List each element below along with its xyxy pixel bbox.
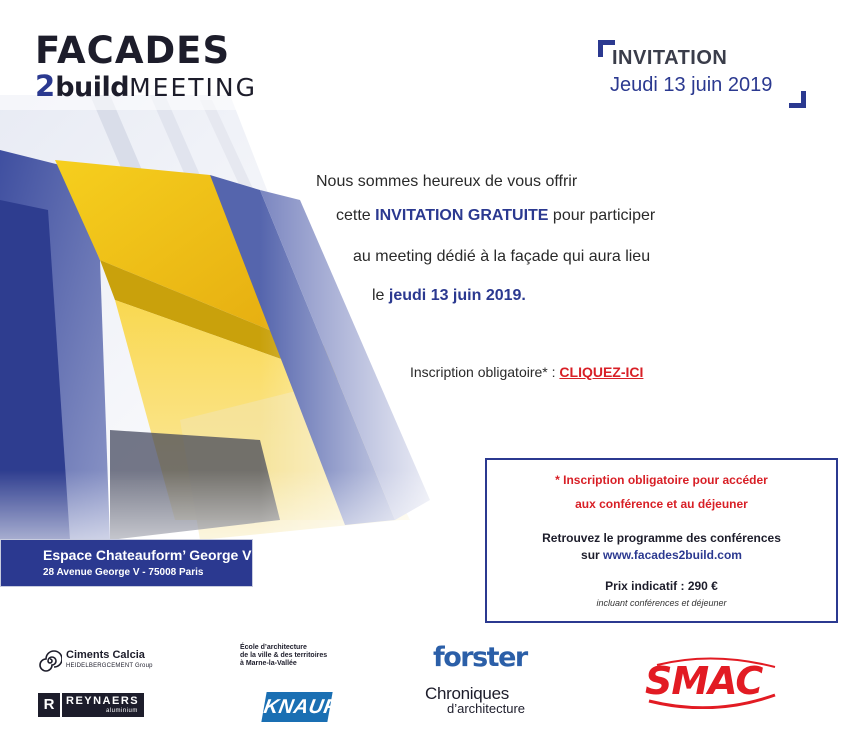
- info-box: [485, 458, 838, 623]
- reynaers-name: REYNAERS: [66, 695, 140, 707]
- ciments-sub: HEIDELBERGCEMENT Group: [66, 663, 153, 669]
- chroniques-line-1: Chroniques: [425, 684, 509, 703]
- invitation-badge: [598, 40, 806, 108]
- sponsor-knauf-logo: KNAUF: [261, 692, 332, 722]
- info-price: Prix indicatif : 290 €: [605, 579, 718, 593]
- info-required-line-1: * Inscription obligatoire pour accéder: [555, 473, 768, 487]
- smac-text: SMAC: [645, 659, 763, 703]
- ecole-line-2: de la ville & des territoires: [240, 652, 328, 659]
- sponsor-ciments-calcia-logo: [38, 647, 158, 679]
- sponsor-ecole-architecture-logo: [240, 644, 327, 668]
- ciments-name: Ciments Calcia: [66, 649, 145, 661]
- ecole-line-1: École d’architecture: [240, 644, 307, 651]
- message-line-4: le jeudi 13 juin 2019.: [372, 287, 526, 304]
- invitation-date: Jeudi 13 juin 2019: [610, 74, 773, 96]
- sponsor-chroniques-logo: [425, 684, 575, 720]
- spiral-icon: [38, 649, 62, 673]
- reynaers-letter: R: [38, 693, 60, 717]
- sponsor-reynaers-logo: [38, 693, 148, 719]
- register-link[interactable]: CLIQUEZ-ICI: [559, 364, 644, 380]
- info-program-line: Retrouvez le programme des conférences: [542, 531, 781, 545]
- ecole-line-3: à Marne-la-Vallée: [240, 660, 297, 667]
- venue-address: 28 Avenue George V - 75008 Paris: [43, 567, 204, 578]
- invitation-title: INVITATION: [612, 47, 728, 69]
- venue-name: Espace Chateauform’ George V: [43, 547, 252, 563]
- facades2build-logo: [35, 29, 257, 104]
- registration-line: Inscription obligatoire* : CLIQUEZ-ICI: [410, 364, 644, 380]
- corner-bracket-bottom-right: [789, 91, 806, 108]
- sponsor-smac-logo: [643, 655, 783, 709]
- reynaers-sub: aluminium: [106, 708, 138, 714]
- logo-line1: FACADES: [35, 29, 231, 72]
- venue-banner: [0, 539, 253, 587]
- message-line-1: Nous sommes heureux de vous offrir: [316, 173, 578, 190]
- website-link[interactable]: www.facades2build.com: [603, 548, 742, 562]
- logo-line2: 2buildMEETING: [35, 69, 257, 103]
- info-required-line-2: aux conférence et au déjeuner: [575, 497, 748, 511]
- info-website-line: sur www.facades2build.com: [581, 548, 742, 562]
- sponsor-forster-logo: forster: [433, 642, 527, 673]
- chroniques-line-2: d’architecture: [447, 701, 526, 716]
- message-line-2: cette INVITATION GRATUITE pour participer: [336, 207, 656, 224]
- info-price-note: incluant conférences et déjeuner: [596, 598, 727, 608]
- message-line-3: au meeting dédié à la façade qui aura lieu: [353, 248, 651, 265]
